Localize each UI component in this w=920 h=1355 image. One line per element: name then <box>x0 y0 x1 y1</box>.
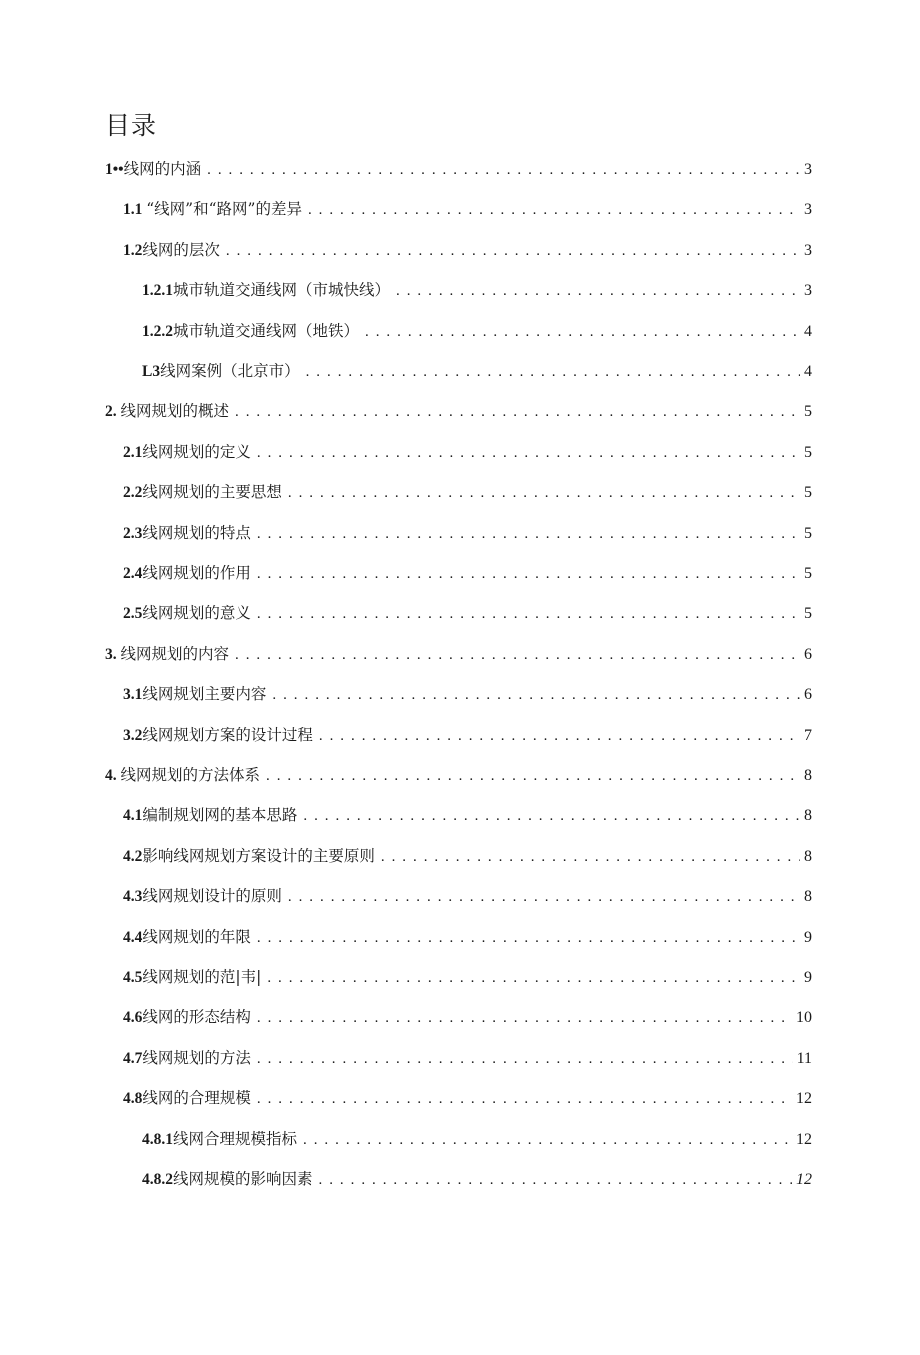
toc-entry-text: 线网合理规模指标 <box>173 1129 298 1148</box>
toc-entry-label <box>123 886 288 907</box>
toc-entry-page-number: 12 <box>796 1130 812 1148</box>
toc-entry-label <box>123 240 226 261</box>
toc-entry-number: 4.8.1 <box>142 1130 173 1148</box>
dot-leader <box>257 604 800 624</box>
toc-entry-page-number: 12 <box>796 1090 812 1108</box>
toc-entry-text: 线网规划方案的设计过程 <box>142 725 313 744</box>
toc-entry-text: 线网规划的定义 <box>142 442 251 461</box>
dot-leader <box>272 685 800 705</box>
toc-entry-page-number: 8 <box>804 767 812 784</box>
toc-entry-text: “线网”和“路网”的差异 <box>146 200 302 219</box>
toc-entry[interactable] <box>123 796 812 826</box>
toc-entry-number: 1.2.2 <box>142 322 173 340</box>
dot-leader <box>235 402 800 422</box>
toc-entry-label <box>123 684 272 705</box>
toc-entry-number: 4.1 <box>123 807 143 825</box>
toc-entry-page-number: 10 <box>796 1009 812 1027</box>
toc-entry-page-number: 8 <box>804 807 812 825</box>
toc-entry-page-number: 6 <box>804 645 812 663</box>
toc-entry-label <box>123 1007 257 1028</box>
toc-entry-page-number: 3 <box>804 282 812 300</box>
dot-leader <box>266 766 800 786</box>
toc-entry[interactable] <box>123 433 812 463</box>
dot-leader <box>306 362 800 382</box>
toc-entry-text: 线网规划的内容 <box>120 644 230 663</box>
toc-entry-label <box>123 1088 257 1109</box>
toc-entry-page-number: 8 <box>804 847 812 865</box>
toc-entry[interactable] <box>142 1120 812 1150</box>
toc-entry-page-number: 4 <box>804 322 812 340</box>
toc-entry-number: 3.2 <box>123 726 143 744</box>
toc-entry-label <box>105 765 266 786</box>
toc-entry-label <box>123 482 288 503</box>
toc-entry-number: 4.6 <box>123 1009 143 1027</box>
toc-entry-number: 4.8 <box>123 1090 143 1108</box>
dot-leader <box>396 281 800 301</box>
dot-leader <box>308 200 800 220</box>
toc-entry-number: 1.1 <box>123 201 147 219</box>
toc-entry[interactable] <box>123 231 812 261</box>
toc-entry-number: 4.7 <box>123 1049 143 1067</box>
dot-leader <box>257 443 800 463</box>
dot-leader <box>303 806 800 826</box>
toc-title: 目录 <box>105 111 158 140</box>
toc-entry-text: 影响线网规划方案设计的主要原则 <box>142 846 375 865</box>
toc-entry-number: L3 <box>142 363 161 380</box>
toc-entry-text: 线网规划主要内容 <box>142 685 267 704</box>
toc-entry[interactable] <box>123 877 812 907</box>
toc-entry-page-number: 5 <box>804 565 812 582</box>
dot-leader <box>319 726 800 746</box>
toc-entry-label <box>123 846 381 867</box>
toc-entry-number: 4.5 <box>123 969 143 986</box>
toc-entry-label <box>123 563 257 584</box>
toc-entry-text: 线网的形态结构 <box>142 1008 251 1027</box>
toc-entry-page-number: 5 <box>804 524 812 542</box>
dot-leader <box>319 1170 792 1190</box>
toc-entry-page-number: 5 <box>804 443 812 461</box>
toc-entry-label <box>123 967 267 988</box>
toc-entry-label <box>142 1129 303 1150</box>
dot-leader <box>288 887 800 907</box>
toc-entry[interactable] <box>123 998 812 1028</box>
toc-entry-number: 4.2 <box>123 847 143 865</box>
toc-entry-page-number: 5 <box>804 605 812 623</box>
toc-entry-number: 4.4 <box>123 928 143 946</box>
toc-entry-number: 4. <box>105 767 121 784</box>
toc-entry-number: 2. <box>105 403 121 421</box>
toc-entry-number: 2.1 <box>123 443 143 461</box>
toc-entry-number: 2.3 <box>123 524 143 542</box>
toc-entry-label <box>123 1048 257 1069</box>
toc-entry-page-number: 4 <box>804 363 812 380</box>
toc-entry[interactable] <box>123 716 812 746</box>
toc-entry-text: 线网规划的意义 <box>142 604 251 623</box>
toc-entry-page-number: 5 <box>804 403 812 421</box>
toc-entry[interactable] <box>105 392 812 422</box>
dot-leader <box>257 1049 793 1069</box>
toc-entry-label <box>123 805 303 826</box>
toc-entry[interactable] <box>123 514 812 544</box>
toc-entry-page-number: 5 <box>804 484 812 502</box>
toc-entry-page-number: 3 <box>804 161 812 178</box>
toc-entry-text: 城市轨道交通线网（地铁） <box>173 321 360 340</box>
dot-leader <box>257 1089 792 1109</box>
toc-entry-text: 线网的合理规模 <box>142 1089 251 1108</box>
toc-entry-text: 线网规模的影响因素 <box>173 1170 313 1188</box>
toc-entry-number: 2.4 <box>123 565 143 582</box>
toc-entry[interactable] <box>142 352 812 382</box>
toc-entry-label <box>142 1169 319 1190</box>
toc-entry-text: 线网规划的特点 <box>142 523 251 542</box>
toc-entry-label <box>142 280 396 301</box>
toc-entry[interactable] <box>123 918 812 948</box>
toc-entry-number: 4.8.2 <box>142 1171 173 1188</box>
toc-entry-page-number: 8 <box>804 888 812 906</box>
toc-entry[interactable] <box>123 1039 812 1069</box>
toc-entry-text: 线网的内涵 <box>123 160 202 178</box>
toc-entry-page-number: 3 <box>804 201 812 219</box>
toc-entry[interactable] <box>105 150 812 180</box>
toc-entry-text: 线网的层次 <box>142 240 220 259</box>
toc-entry-text: 线网案例（北京市） <box>160 362 300 380</box>
toc-entry-page-number: 9 <box>804 928 812 946</box>
toc-entry-number: 2.2 <box>123 484 143 502</box>
dot-leader <box>288 483 800 503</box>
toc-entry-text: 线网规划的方法 <box>142 1048 251 1067</box>
dot-leader <box>226 241 800 261</box>
toc-entry-label <box>123 927 257 948</box>
dot-leader <box>207 160 800 180</box>
toc-entry-label <box>142 361 306 382</box>
toc-entry-text: 线网规划的方法体系 <box>120 766 261 784</box>
toc-entry-text: 线网规划的范|韦| <box>142 968 262 986</box>
dot-leader <box>257 524 800 544</box>
toc-entry-label <box>105 644 235 665</box>
toc-entry-page-number: 9 <box>804 969 812 986</box>
toc-entry-label <box>123 725 319 746</box>
toc-entry-number: 4.3 <box>123 888 143 906</box>
toc-entry-label <box>142 321 365 342</box>
toc-entry-number: 3. <box>105 645 121 663</box>
toc-entry-label <box>123 442 257 463</box>
dot-leader <box>267 968 800 988</box>
toc-entry[interactable] <box>105 635 812 665</box>
toc-entry-text: 线网规划的概述 <box>120 402 230 421</box>
toc-entry[interactable] <box>123 675 812 705</box>
dot-leader <box>381 847 800 867</box>
toc-entry-page-number: 6 <box>804 686 812 704</box>
toc-entry[interactable] <box>123 837 812 867</box>
toc-entry-label <box>123 199 308 220</box>
toc-entry-number: 1.2.1 <box>142 282 173 300</box>
toc-entry[interactable] <box>123 554 812 584</box>
toc-entry-text: 编制规划网的基本思路 <box>142 806 298 825</box>
toc-entry[interactable] <box>123 594 812 624</box>
toc-entry[interactable] <box>142 271 812 301</box>
toc-entry-text: 城市轨道交通线网（市城快线） <box>173 281 391 300</box>
toc-entry[interactable] <box>123 1079 812 1109</box>
toc-entry-label <box>105 401 235 422</box>
dot-leader <box>257 928 800 948</box>
toc-entry-number: 1.2 <box>123 241 143 259</box>
dot-leader <box>235 645 800 665</box>
toc-entry[interactable] <box>123 190 812 220</box>
toc-entry-text: 线网规划的主要思想 <box>142 483 282 502</box>
toc-entry[interactable] <box>123 958 812 988</box>
toc-entry-number: 3.1 <box>123 686 143 704</box>
dot-leader <box>257 1008 792 1028</box>
toc-entry-text: 线网规划的年限 <box>142 927 251 946</box>
toc-entry[interactable] <box>105 756 812 786</box>
toc-entry-page-number: 7 <box>804 726 812 744</box>
toc-entry-label <box>123 523 257 544</box>
toc-entry[interactable] <box>142 1160 812 1190</box>
toc-entry-page-number: 12 <box>796 1171 812 1188</box>
dot-leader <box>303 1130 792 1150</box>
toc-entry-label <box>123 603 257 624</box>
dot-leader <box>365 322 800 342</box>
toc-entry-page-number: 3 <box>804 241 812 259</box>
toc-entry[interactable] <box>123 473 812 503</box>
toc-entry-text: 线网规划设计的原则 <box>142 887 282 906</box>
toc-entry[interactable] <box>142 312 812 342</box>
toc-entry-label <box>105 159 207 180</box>
toc-entry-page-number: 11 <box>796 1049 812 1067</box>
toc-entry-number: 1•• <box>105 161 124 178</box>
toc-entry-number: 2.5 <box>123 605 143 623</box>
dot-leader <box>257 564 800 584</box>
toc-entry-text: 线网规划的作用 <box>142 564 251 582</box>
